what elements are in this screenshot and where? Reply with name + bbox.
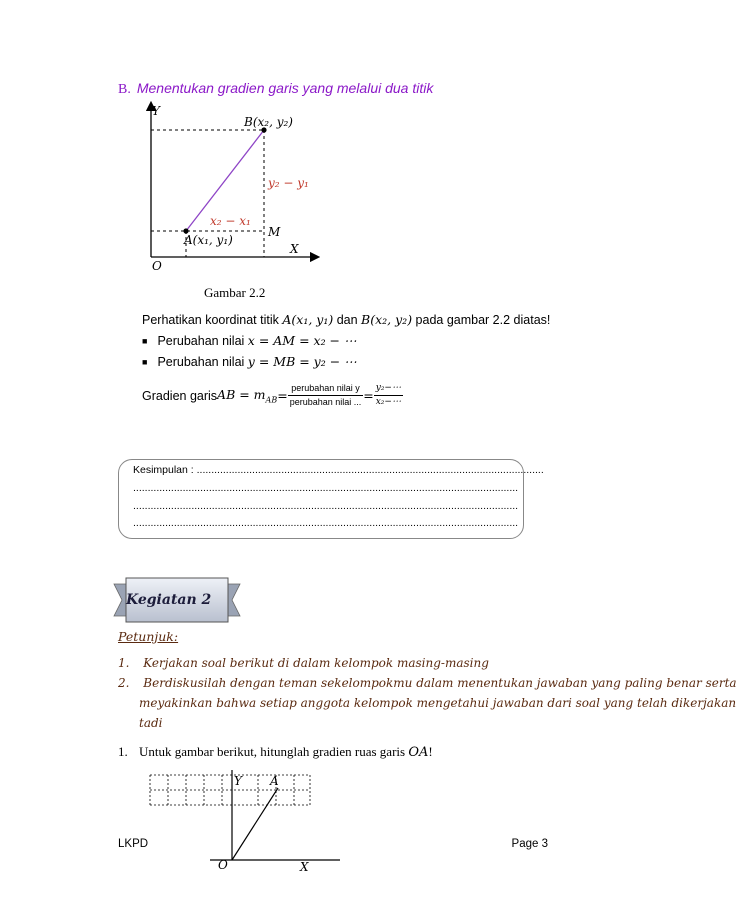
grid-lines	[150, 775, 310, 805]
fraction-numerator: perubahan nilai y	[288, 383, 364, 396]
gradient-formula	[142, 383, 403, 408]
fig2-label-x: X	[300, 860, 309, 874]
gradient-math	[217, 387, 277, 405]
label-point-m: M	[268, 225, 281, 239]
instruction-point-a: A(x₁, y₁)	[282, 312, 334, 327]
axis-label-y: Y	[152, 104, 160, 118]
instruction-middle: dan	[333, 313, 362, 327]
question-number: 1.	[118, 744, 128, 759]
section-title: Menentukan gradien garis yang melalui dua titik	[136, 80, 434, 96]
question-text: Untuk gambar berikut, hitunglah gradien ruas garis	[139, 744, 409, 759]
fig2-label-a: A	[270, 774, 279, 788]
bullet-text: Perubahan nilai	[157, 334, 248, 348]
kesimpulan-line-3: ....................................................................................................................................	[133, 500, 519, 512]
figure-gradient-diagram	[130, 100, 330, 280]
bullet-square-icon: ■	[142, 357, 148, 367]
petunjuk-item-2	[118, 676, 737, 690]
petunjuk-item-2-line-3: tadi	[139, 716, 163, 730]
instruction-suffix: pada gambar 2.2 diatas!	[412, 313, 551, 327]
gradient-math-main: AB = m	[217, 386, 266, 402]
axis-label-origin: O	[152, 259, 162, 273]
fig2-label-origin: O	[218, 858, 228, 872]
kegiatan-banner-label: Kegiatan 2	[126, 592, 212, 608]
gradient-fraction-words	[288, 383, 364, 408]
label-point-a: A(x₁, y₁)	[184, 233, 233, 247]
section-heading	[118, 80, 433, 98]
fraction-denominator: perubahan nilai ...	[289, 397, 362, 407]
gradient-subscript: AB	[265, 395, 278, 405]
bullet-square-icon: ■	[142, 336, 148, 346]
section-letter: B.	[118, 82, 131, 97]
question-math: OA	[408, 745, 429, 760]
label-delta-x: x₂ − x₁	[210, 214, 251, 228]
footer-page-number: Page 3	[511, 838, 548, 850]
instruction-prefix: Perhatikan koordinat titik	[142, 313, 283, 327]
petunjuk-title: Petunjuk:	[118, 629, 179, 644]
instruction-text	[142, 312, 550, 327]
question-end: !	[428, 744, 433, 759]
bullet-item-x	[142, 333, 357, 348]
fraction-denominator: x₂−⋯	[375, 397, 401, 407]
footer-left: LKPD	[118, 838, 149, 850]
axis-label-x: X	[290, 242, 299, 256]
gradient-prefix: Gradien garis	[142, 388, 218, 403]
petunjuk-item-text: Kerjakan soal berikut di dalam kelompok masing-masing	[143, 656, 489, 670]
kesimpulan-line-2: ....................................................................................................................................	[133, 482, 519, 494]
petunjuk-item-number: 2.	[118, 676, 130, 690]
gradient-fraction-symbols	[374, 383, 403, 408]
kesimpulan-line-1: Kesimpulan : .......................................................................................................................	[133, 464, 544, 476]
instruction-point-b: B(x₂, y₂)	[361, 312, 413, 327]
petunjuk-item-1	[118, 656, 489, 670]
bullet-item-y	[142, 354, 357, 369]
petunjuk-item-text: Berdiskusilah dengan teman sekelompokmu dalam menentukan jawaban yang paling benar serta	[143, 676, 737, 690]
question-1	[118, 744, 433, 760]
fig2-label-y: Y	[234, 774, 242, 788]
petunjuk-item-number: 1.	[118, 656, 130, 670]
fraction-numerator: y₂−⋯	[374, 383, 403, 396]
gradient-equals-2: =	[363, 388, 374, 403]
segment-oa	[232, 788, 278, 860]
bullet-math: y = MB = y₂ − ⋯	[247, 354, 357, 369]
figure-caption: Gambar 2.2	[204, 285, 266, 300]
label-point-b: B(x₂, y₂)	[244, 115, 293, 129]
kesimpulan-line-4: ....................................................................................................................................	[133, 517, 519, 529]
gradient-equals-1: =	[277, 388, 288, 403]
bullet-text: Perubahan nilai	[157, 355, 248, 369]
bullet-math: x = AM = x₂ − ⋯	[247, 333, 357, 348]
petunjuk-item-2-line-2: meyakinkan bahwa setiap anggota kelompok mengetahui jawaban dari soal yang telah dikerjakan	[139, 696, 737, 710]
label-delta-y: y₂ − y₁	[268, 176, 309, 190]
